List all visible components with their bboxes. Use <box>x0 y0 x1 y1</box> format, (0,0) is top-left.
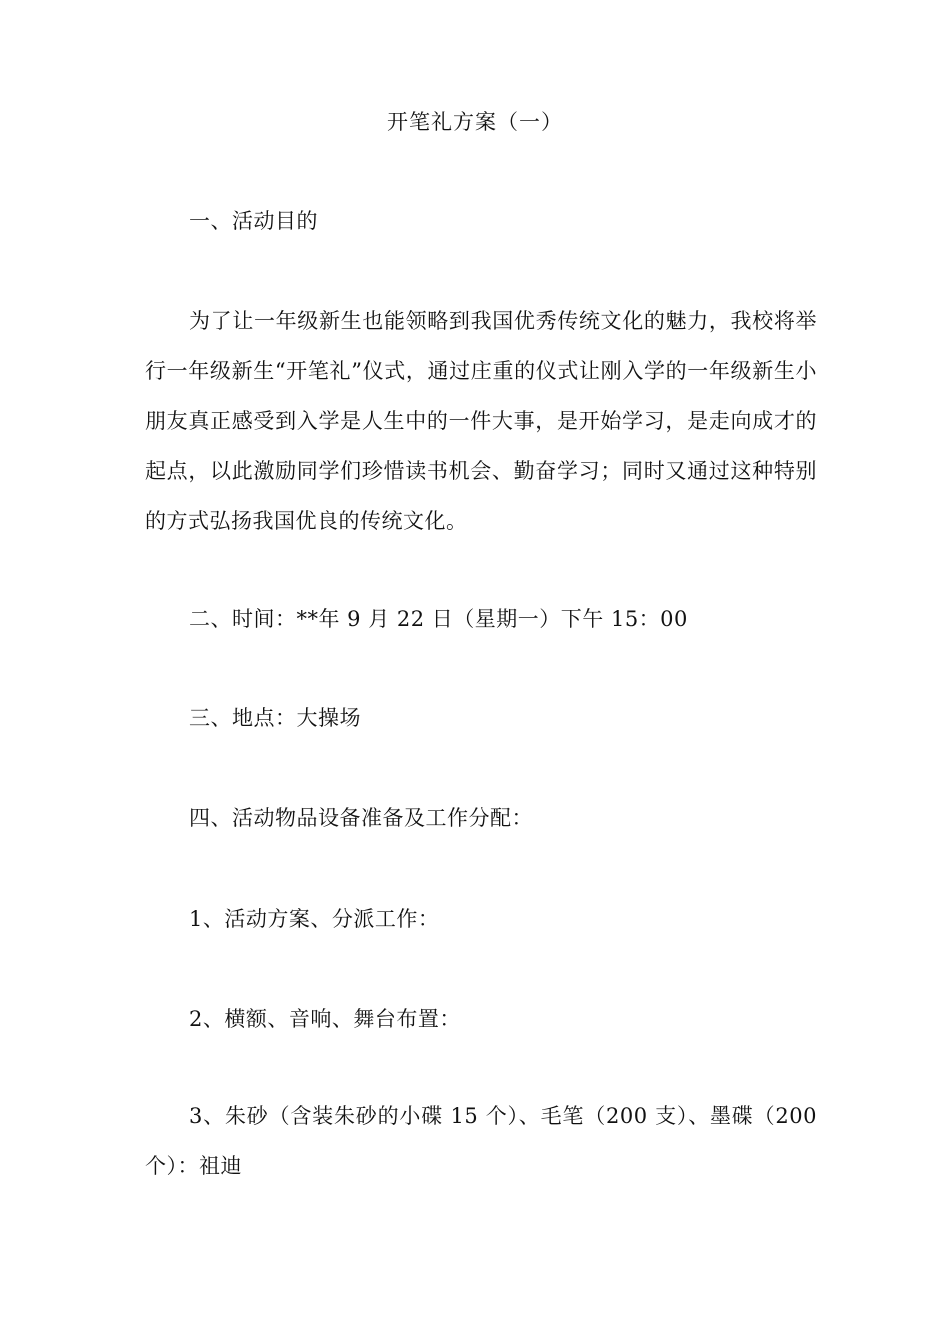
section-time: 二、时间：**年 9 月 22 日（星期一）下午 15：00 <box>189 607 688 631</box>
purpose-paragraph: 为了让一年级新生也能领略到我国优秀传统文化的魅力，我校将举行一年级新生“开笔礼”仪式，通过庄重的仪式让刚入学的一年级新生小朋友真正感受到入学是人生中的一件大事，是开始学习，是走向成才的起点，以此激励同学们珍惜读书机会、勤奋学习；同时又通过这种特别的方式弘扬我国优良的传统文化。 <box>145 309 817 533</box>
list-item-stage: 2、横额、音响、舞台布置： <box>189 1007 461 1031</box>
list-item-materials: 3、朱砂（含装朱砂的小碟 15 个）、毛笔（200 支）、墨碟（200 个）：祖迪 <box>145 1104 817 1178</box>
section-heading-purpose: 一、活动目的 <box>189 209 318 233</box>
section-location: 三、地点：大操场 <box>189 706 361 730</box>
list-item-plan: 1、活动方案、分派工作： <box>189 907 440 931</box>
document-title: 开笔礼方案（一） <box>387 110 563 134</box>
section-heading-preparation: 四、活动物品设备准备及工作分配： <box>189 806 533 830</box>
